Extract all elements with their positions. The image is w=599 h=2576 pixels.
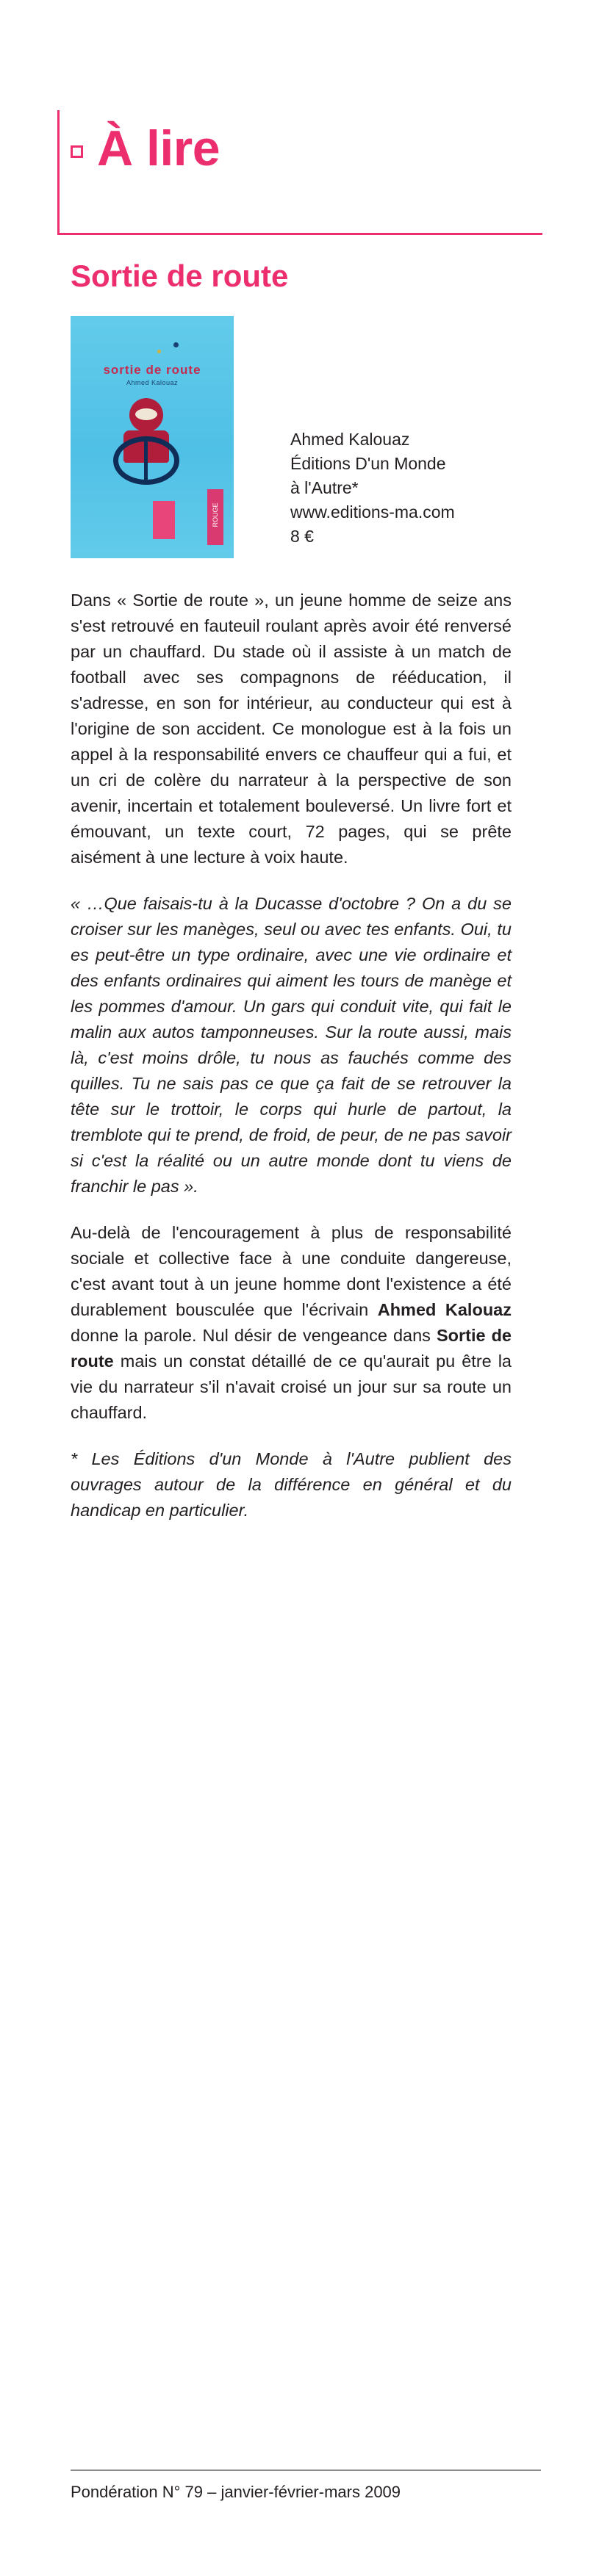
cover-author-text: Ahmed Kalouaz <box>126 379 179 386</box>
book-author: Ahmed Kalouaz <box>290 430 410 449</box>
footer-text <box>71 2483 541 2502</box>
paragraph-footnote: * Les Éditions d'un Monde à l'Autre publient des ouvrages autour de la différence en général et du handicap en particulier. <box>71 1449 512 1520</box>
book-website[interactable]: www.editions-ma.com <box>290 502 455 522</box>
section-header <box>57 110 542 235</box>
article-title: Sortie de route <box>71 259 289 293</box>
paragraph-summary: Dans « Sortie de route », un jeune homme de seize ans s'est retrouvé en fauteuil roulant après avoir été renversé par un chauffard. Du stade où il assiste à un match de football avec ses compagnons de rééducation, il s'adresse, en son for intérieur, au conducteur qui est à l'origine de son accident. Ce monologue est à la fois un appel à la responsabilité envers ce chauffeur qui a fui, et un cri de colère du narrateur à la perspective de son avenir, incertain et totalement bouleversé. Un livre fort et émouvant, un texte court, 72 pages, qui se prête aisément à une lecture à voix haute. <box>71 591 512 867</box>
footer-rule <box>71 2469 541 2471</box>
paragraph-closing <box>71 1220 512 1426</box>
cover-small-dot-icon <box>157 350 161 353</box>
cover-pink-label <box>153 501 175 539</box>
footer-publication: Pondération N° 79 <box>71 2483 204 2501</box>
paragraph-quote: « …Que faisais-tu à la Ducasse d'octobre ? On a du se croiser sur les manèges, seul ou avec tes enfants. Oui, tu es peut-être un type ordinaire, avec une vie ordinaire et des enfants ordinaires qui aiment les tours de manège et les pommes d'amour. Un gars qui conduit vite, qui fait le malin aux autos tamponneuses. Sur la route aussi, mais là, c'est moins drôle, tu nous as fauchés comme des quilles. Tu ne sais pas ce que ça fait de se retrouver la tête sur le trottoir, le corps qui hurle de partout, la tremblote qui te prend, de froid, de peur, de ne pas savoir si c'est la réalité ou un autre monde dont tu viens de franchir le pas ». <box>71 894 512 1196</box>
book-price: 8 € <box>290 527 314 546</box>
figure-face <box>135 408 157 420</box>
cover-dot-icon <box>173 342 179 347</box>
section-title: À lire <box>97 120 220 176</box>
page-footer <box>71 2483 541 2502</box>
closing-part2: donne la parole. Nul désir de vengeance dans <box>71 1326 437 1345</box>
cover-title-text: sortie de route <box>103 363 201 377</box>
cover-spine-band <box>207 489 223 545</box>
cover-wheelchair-figure-icon <box>107 398 185 486</box>
header-vertical-rule <box>57 110 60 235</box>
closing-bold-title: Sortie de route <box>71 1326 512 1371</box>
square-bullet-icon <box>71 145 83 158</box>
book-metadata <box>290 427 511 549</box>
book-publisher: Éditions D'un Monde <box>290 454 446 473</box>
figure-wheel-spoke <box>144 441 148 480</box>
footer-issue: – janvier-février-mars 2009 <box>207 2483 401 2501</box>
figure-head <box>129 398 163 432</box>
book-cover-image <box>71 316 234 558</box>
closing-bold-author: Ahmed Kalouaz <box>377 1300 512 1319</box>
closing-part1: Au-delà de l'encouragement à plus de responsabilité sociale et collective face à une conduite dangereuse, c'est avant tout à un jeune homme dont l'existence a été durablement bousculée que l'écrivain <box>71 1223 512 1319</box>
article-body <box>71 588 512 1523</box>
closing-part3: mais un constat détaillé de ce qu'aurait pu être la vie du narrateur s'il n'avait croisé un jour sur sa route un chauffard. <box>71 1352 512 1422</box>
header-horizontal-rule <box>57 233 542 235</box>
book-publisher-line2: à l'Autre* <box>290 478 359 497</box>
cover-spine-text: ROUGE <box>212 502 219 527</box>
